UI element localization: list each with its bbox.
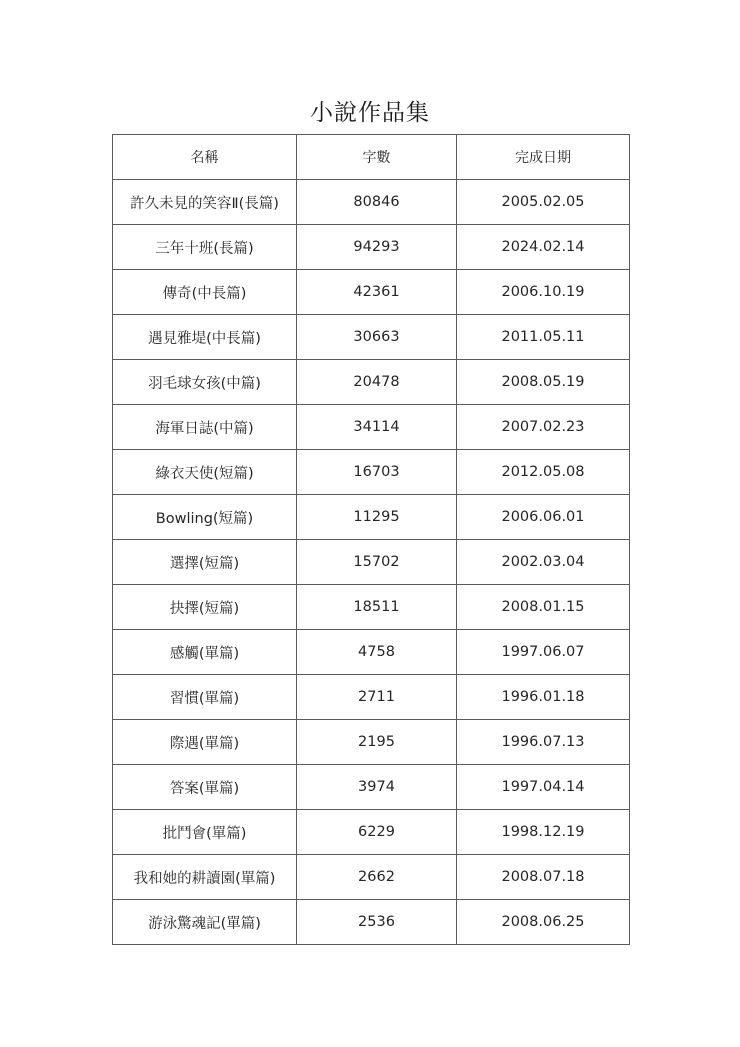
table-row <box>113 180 630 225</box>
completion-date-cell: 1998.12.19 <box>457 810 630 855</box>
word-count-cell: 15702 <box>297 540 457 585</box>
work-name-cell: 抉擇(短篇) <box>113 585 297 630</box>
table-row <box>113 540 630 585</box>
word-count-cell: 6229 <box>297 810 457 855</box>
completion-date-cell: 2008.06.25 <box>457 900 630 945</box>
word-count-cell: 18511 <box>297 585 457 630</box>
column-header-name: 名稱 <box>113 135 297 180</box>
completion-date-cell: 1997.04.14 <box>457 765 630 810</box>
completion-date-cell: 1997.06.07 <box>457 630 630 675</box>
word-count-cell: 42361 <box>297 270 457 315</box>
word-count-cell: 11295 <box>297 495 457 540</box>
word-count-cell: 34114 <box>297 405 457 450</box>
table-row <box>113 720 630 765</box>
work-name-cell: 羽毛球女孩(中篇) <box>113 360 297 405</box>
completion-date-cell: 2006.06.01 <box>457 495 630 540</box>
completion-date-cell: 2008.07.18 <box>457 855 630 900</box>
work-name-cell: 我和她的耕讀園(單篇) <box>113 855 297 900</box>
table-row <box>113 405 630 450</box>
table-row <box>113 225 630 270</box>
work-name-cell: 傳奇(中長篇) <box>113 270 297 315</box>
word-count-cell: 2662 <box>297 855 457 900</box>
word-count-cell: 2711 <box>297 675 457 720</box>
work-name-cell: 許久未見的笑容Ⅱ(長篇) <box>113 180 297 225</box>
table-row <box>113 900 630 945</box>
table-row <box>113 495 630 540</box>
word-count-cell: 94293 <box>297 225 457 270</box>
work-name-cell: 綠衣天使(短篇) <box>113 450 297 495</box>
completion-date-cell: 2008.01.15 <box>457 585 630 630</box>
word-count-cell: 30663 <box>297 315 457 360</box>
completion-date-cell: 2005.02.05 <box>457 180 630 225</box>
work-name-cell: 習慣(單篇) <box>113 675 297 720</box>
work-name-cell: 際遇(單篇) <box>113 720 297 765</box>
work-name-cell: 海軍日誌(中篇) <box>113 405 297 450</box>
table-row <box>113 270 630 315</box>
table-row <box>113 765 630 810</box>
table-row <box>113 450 630 495</box>
completion-date-cell: 2008.05.19 <box>457 360 630 405</box>
table-row <box>113 675 630 720</box>
completion-date-cell: 1996.01.18 <box>457 675 630 720</box>
word-count-cell: 80846 <box>297 180 457 225</box>
completion-date-cell: 2024.02.14 <box>457 225 630 270</box>
table-header-row <box>113 135 630 180</box>
table-row <box>113 855 630 900</box>
table-row <box>113 810 630 855</box>
completion-date-cell: 1996.07.13 <box>457 720 630 765</box>
word-count-cell: 3974 <box>297 765 457 810</box>
table-row <box>113 315 630 360</box>
table-row <box>113 585 630 630</box>
table-row <box>113 630 630 675</box>
work-name-cell: 游泳驚魂記(單篇) <box>113 900 297 945</box>
work-name-cell: 選擇(短篇) <box>113 540 297 585</box>
completion-date-cell: 2006.10.19 <box>457 270 630 315</box>
work-name-cell: Bowling(短篇) <box>113 495 297 540</box>
completion-date-cell: 2002.03.04 <box>457 540 630 585</box>
column-header-words: 字數 <box>297 135 457 180</box>
table-body <box>113 180 630 945</box>
work-name-cell: 三年十班(長篇) <box>113 225 297 270</box>
work-name-cell: 答案(單篇) <box>113 765 297 810</box>
column-header-date: 完成日期 <box>457 135 630 180</box>
table-row <box>113 360 630 405</box>
word-count-cell: 2195 <box>297 720 457 765</box>
completion-date-cell: 2007.02.23 <box>457 405 630 450</box>
works-table <box>112 134 630 945</box>
work-name-cell: 批鬥會(單篇) <box>113 810 297 855</box>
completion-date-cell: 2011.05.11 <box>457 315 630 360</box>
word-count-cell: 16703 <box>297 450 457 495</box>
word-count-cell: 20478 <box>297 360 457 405</box>
completion-date-cell: 2012.05.08 <box>457 450 630 495</box>
word-count-cell: 4758 <box>297 630 457 675</box>
work-name-cell: 感觸(單篇) <box>113 630 297 675</box>
word-count-cell: 2536 <box>297 900 457 945</box>
work-name-cell: 遇見雅堤(中長篇) <box>113 315 297 360</box>
page-title: 小說作品集 <box>310 100 430 126</box>
